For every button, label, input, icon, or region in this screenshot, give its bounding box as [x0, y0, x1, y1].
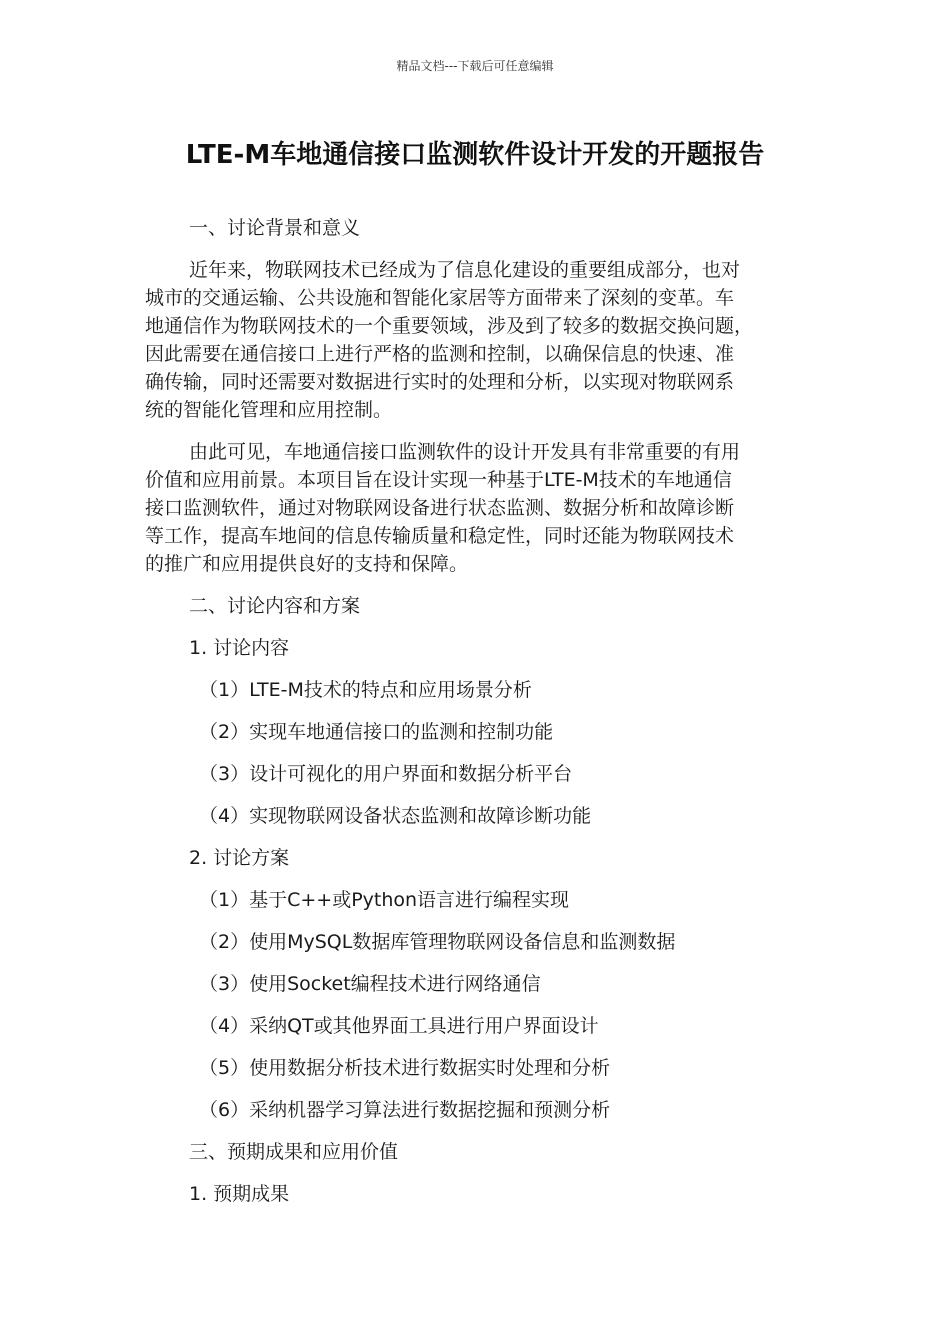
list-item: （2）使用MySQL数据库管理物联网设备信息和监测数据 — [199, 931, 676, 953]
list-item: （4）采纳QT或其他界面工具进行用户界面设计 — [199, 1015, 599, 1037]
paragraph-line: 地通信作为物联网技术的一个重要领域，涉及到了较多的数据交换问题， — [145, 315, 754, 337]
list-item: （6）采纳机器学习算法进行数据挖掘和预测分析 — [199, 1099, 611, 1121]
section-heading-content-plan: 二、讨论内容和方案 — [189, 595, 361, 617]
list-item: （3）设计可视化的用户界面和数据分析平台 — [199, 763, 573, 785]
document-title: LTE-M车地通信接口监测软件设计开发的开题报告 — [185, 140, 765, 170]
paragraph-line: 因此需要在通信接口上进行严格的监测和控制，以确保信息的快速、准 — [145, 343, 735, 365]
paragraph-significance — [145, 438, 800, 578]
paragraph-line: 近年来，物联网技术已经成为了信息化建设的重要组成部分，也对 — [189, 259, 741, 281]
section-heading-background: 一、讨论背景和意义 — [189, 217, 361, 239]
paragraph-line: 确传输，同时还需要对数据进行实时的处理和分析，以实现对物联网系 — [145, 371, 735, 393]
paragraph-line: 统的智能化管理和应用控制。 — [145, 399, 393, 421]
section-heading-results: 三、预期成果和应用价值 — [189, 1141, 399, 1163]
paragraph-background — [145, 256, 800, 424]
paragraph-line: 的推广和应用提供良好的支持和保障。 — [145, 553, 469, 575]
document-body — [145, 214, 800, 1222]
paragraph-line: 由此可见，车地通信接口监测软件的设计开发具有非常重要的有用 — [189, 441, 741, 463]
list-item: （3）使用Socket编程技术进行网络通信 — [199, 973, 541, 995]
header-note: 精品文档---下载后可任意编辑 — [396, 59, 554, 73]
subheading-plan: 2. 讨论方案 — [189, 847, 290, 869]
list-item: （2）实现车地通信接口的监测和控制功能 — [199, 721, 554, 743]
list-item: （1）LTE-M技术的特点和应用场景分析 — [199, 679, 532, 701]
list-item: （1）基于C++或Python语言进行编程实现 — [199, 889, 570, 911]
subheading-content: 1. 讨论内容 — [189, 637, 290, 659]
subheading-results: 1. 预期成果 — [189, 1183, 290, 1205]
paragraph-line: 等工作，提高车地间的信息传输质量和稳定性，同时还能为物联网技术 — [145, 525, 735, 547]
list-item: （4）实现物联网设备状态监测和故障诊断功能 — [199, 805, 592, 827]
paragraph-line: 价值和应用前景。本项目旨在设计实现一种基于LTE-M技术的车地通信 — [145, 469, 732, 491]
list-item: （5）使用数据分析技术进行数据实时处理和分析 — [199, 1057, 611, 1079]
paragraph-line: 城市的交通运输、公共设施和智能化家居等方面带来了深刻的变革。车 — [145, 287, 735, 309]
paragraph-line: 接口监测软件，通过对物联网设备进行状态监测、数据分析和故障诊断 — [145, 497, 735, 519]
